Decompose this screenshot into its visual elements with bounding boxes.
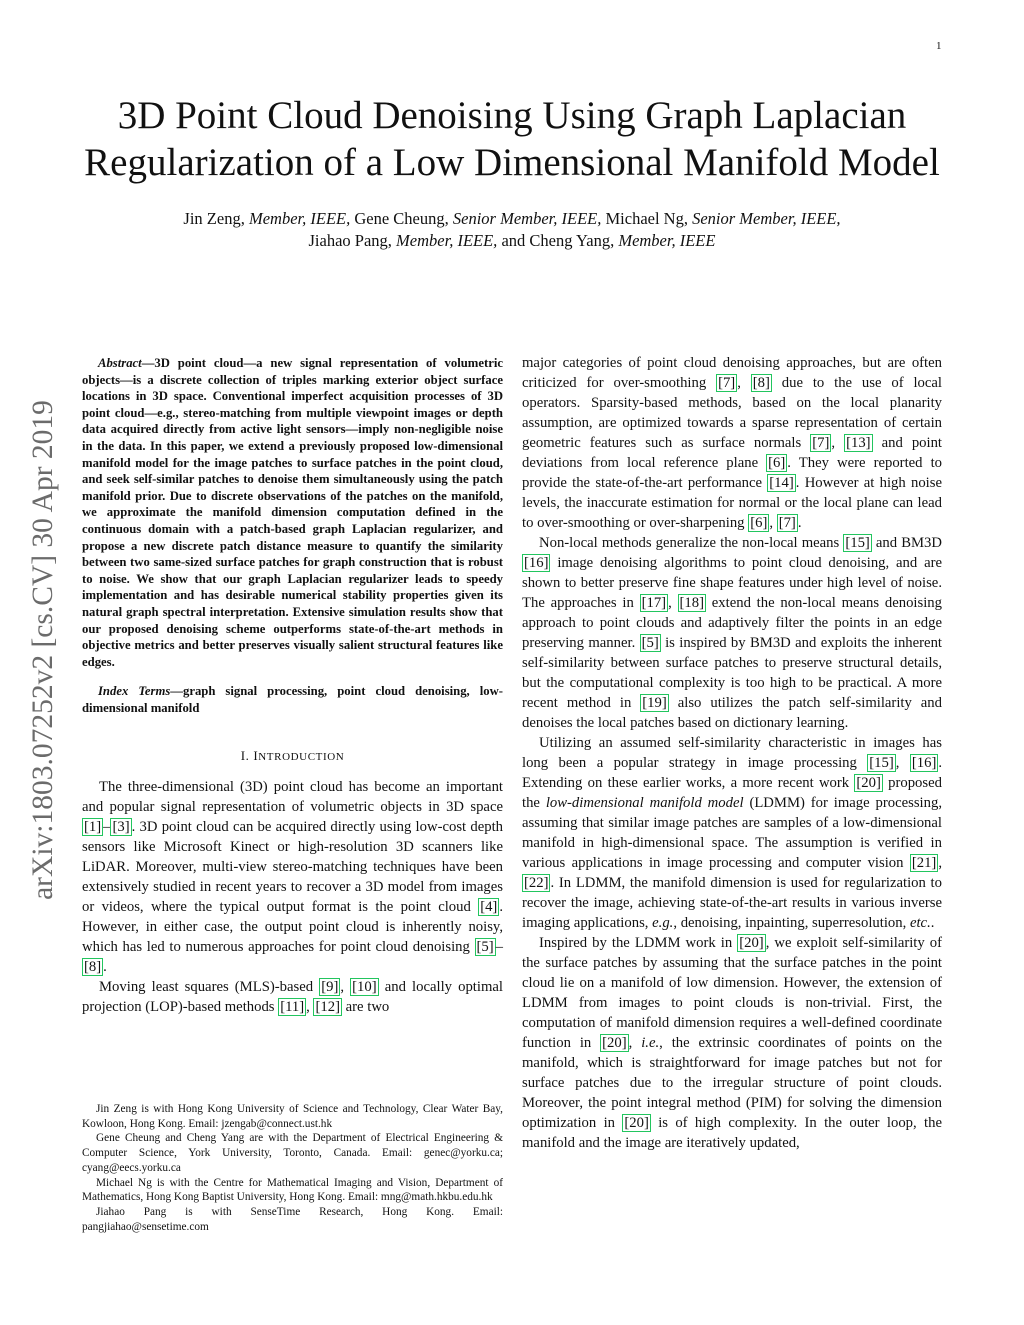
author-line-1 — [80, 208, 944, 230]
author-role: Member, IEEE, — [396, 231, 498, 250]
citation-link[interactable]: [1] — [84, 819, 102, 836]
author-role: Member, IEEE — [618, 231, 716, 250]
text-run: . However, in either case, the output point cloud is inherently noisy, which has led to numerous approaches for point cloud denoising — [82, 899, 503, 956]
text-run: due to the use of local operators. Sparsity-based methods, based on the local planarity assumption, are optimized towards a sparse representation of certain geometric features such as surface normals — [522, 375, 942, 451]
section-title-rest: NTRODUCTION — [258, 751, 345, 764]
author-role: Member, IEEE, — [248, 209, 351, 228]
text-run: , denoising, inpainting, superresolution, — [673, 915, 910, 931]
text-run: is of high complexity. In the outer loop, the manifold and the image are iteratively updated, — [522, 1115, 942, 1151]
section-heading — [82, 746, 503, 767]
footnote: Jiahao Pang is with SenseTime Research, Hong Kong. Email: pangjiahao@sensetime.com — [82, 1205, 503, 1233]
text-run: . — [797, 515, 802, 531]
footnote: Gene Cheung and Cheng Yang are with the Department of Electrical Engineering & Computer Science, York University, Toronto, Canada. Email: genec@yorku.ca; cyang@eecs.yorku.ca — [82, 1132, 503, 1174]
right-column — [522, 353, 942, 1153]
body-paragraph — [82, 777, 503, 977]
text-run: – — [495, 939, 503, 956]
abstract-label: Abstract — [98, 356, 142, 370]
footnote: Jin Zeng is with Hong Kong University of Science and Technology, Clear Water Bay, Kowloon, Hong Kong. Email: jzengab@connect.ust.hk — [82, 1103, 503, 1130]
text-run: and point deviations from local reference plane — [522, 435, 943, 471]
index-terms-text: —graph signal processing, point cloud denoising, low-dimensional manifold — [82, 684, 503, 715]
author-list — [80, 208, 944, 252]
abstract-text: —3D point cloud—a new signal representation of volumetric objects—is a discrete collection of triples marking exterior object surface locations in 3D space. Conventional imperfect acquisition processes of 3D point cloud—e.g., stereo-matching from multiple viewpoint images or depth data acquired directly from active light sensors—imply non-negligible noise in the data. In this paper, we extend a previously proposed low-dimensional manifold model for the image patches to surface patches in the point cloud, and seek self-similar patches to denoise them simultaneously using the patch manifold prior. Due to discrete observations of the patches on the manifold, we approximate the manifold dimension computation defined in the continuous domain with a patch-based graph Laplacian regularizer, and propose a new discrete patch distance measure to quantify the similarity between two same-sized surface patches for graph construction that is robust to noise. We show that our graph Laplacian regularizer leads to speedy implementation and has desirable numerical stability properties given its natural graph spectral interpretation. Extensive simulation results show that our proposed denoising scheme outperforms state-of-the-art methods in objective metrics and better preserves visually salient structural features like edges. — [82, 356, 503, 669]
citation-link[interactable]: [21] — [911, 855, 937, 871]
citation-link[interactable]: [7] — [778, 515, 796, 531]
body-paragraph — [522, 533, 942, 733]
author-role: Senior Member, IEEE, — [692, 209, 841, 228]
author-name: Jiahao Pang, — [308, 231, 397, 250]
citation-link[interactable]: [19] — [642, 695, 667, 711]
section-number: I. — [240, 748, 254, 764]
citation-link[interactable]: [4] — [480, 899, 498, 916]
text-run: and locally optimal projection (LOP)-based methods — [82, 979, 503, 1016]
citation-link[interactable]: [22] — [524, 875, 549, 891]
text-run: extend the non-local means denoising approach to point clouds and adaptively filter the points in an edge preserving manner. — [522, 595, 942, 651]
citation-link[interactable]: [20] — [602, 1035, 627, 1051]
text-run: . — [930, 915, 935, 931]
text-run: . — [103, 959, 107, 976]
text-run: i.e. — [641, 1035, 660, 1051]
citation-link[interactable]: [6] — [768, 455, 786, 471]
text-run: , — [938, 855, 942, 871]
text-run: , — [737, 375, 751, 391]
text-run: proposed the — [522, 775, 942, 811]
paper-title: 3D Point Cloud Denoising Using Graph Laplacian Regularization of a Low Dimensional Manifold Model — [84, 94, 940, 184]
text-run: , — [340, 979, 351, 996]
text-run: , — [769, 515, 777, 531]
text-run: , — [895, 755, 910, 771]
arxiv-identifier-text: arXiv:1803.07252v2 [cs.CV] 30 Apr 2019 — [27, 400, 59, 900]
page-number: 1 — [936, 40, 942, 52]
citation-link[interactable]: [20] — [856, 775, 881, 791]
index-terms-label: Index Terms — [98, 684, 171, 699]
text-run: is inspired by BM3D and exploits the inherent self-similarity between surface patches to preserve structural details, but the computational complexity is too high to be practical. A more recent method in — [522, 635, 942, 711]
citation-link[interactable]: [12] — [315, 999, 340, 1016]
text-run: Utilizing an assumed self-similarity characteristic in images has long been a popular strategy in image processing — [522, 735, 942, 771]
text-run: . They were reported to provide the state-of-the-art performance — [522, 455, 942, 491]
index-terms — [82, 683, 503, 716]
citation-link[interactable]: [20] — [739, 935, 764, 951]
citation-link[interactable]: [17] — [641, 595, 667, 611]
text-run: . Extending on these earlier works, a more recent work — [522, 755, 943, 791]
author-name: Michael Ng, — [601, 209, 693, 228]
citation-link[interactable]: [8] — [752, 375, 770, 391]
citation-link[interactable]: [3] — [112, 819, 130, 836]
body-paragraph — [522, 733, 942, 933]
author-name: and Cheng Yang, — [497, 231, 619, 250]
citation-link[interactable]: [8] — [84, 959, 102, 976]
text-run: – — [103, 819, 111, 836]
left-column — [82, 355, 503, 1017]
text-run: , — [831, 435, 845, 451]
citation-link[interactable]: [5] — [476, 939, 494, 956]
text-run: . In LDMM, the manifold dimension is used for regularization to recover the image, achieving state-of-the-art results in various inverse imaging applications, — [522, 875, 942, 931]
citation-link[interactable]: [14] — [769, 475, 794, 491]
author-name: Gene Cheung, — [350, 209, 453, 228]
text-run: major categories of point cloud denoising approaches, but are often criticized for over-smoothing — [522, 355, 942, 391]
text-run: Moving least squares (MLS)-based — [99, 979, 320, 996]
title-block — [80, 92, 944, 252]
right-column-body — [522, 353, 942, 1153]
citation-link[interactable]: [11] — [280, 999, 305, 1016]
introduction-body — [82, 777, 503, 1017]
citation-link[interactable]: [16] — [911, 755, 937, 771]
citation-link[interactable]: [10] — [352, 979, 377, 996]
text-run: etc. — [909, 915, 931, 931]
text-run: . 3D point cloud can be acquired directly using low-cost depth sensors like Microsoft Kinect or high-resolution 3D scanners like LiDAR. Moreover, multi-view stereo-matching techniques have been extensively studied in recent years to recover a 3D model from images or videos, where the typical output format is the point cloud — [82, 819, 503, 916]
citation-link[interactable]: [9] — [321, 979, 339, 996]
abstract — [82, 355, 503, 670]
citation-link[interactable]: [7] — [718, 375, 736, 391]
citation-link[interactable]: [20] — [624, 1115, 649, 1131]
text-run: , we exploit self-similarity of the surface patches by assuming that the surface patches in the point cloud lie on a manifold of low dimension. However, the extension of LDMM from images to point clouds is non-trivial. First, the computation of manifold dimension requires a well-defined coordinate function in — [522, 935, 942, 1051]
body-paragraph — [522, 353, 942, 533]
text-run: . However at high noise levels, the inaccurate estimation for normal or the local plane can lead to over-smoothing or over-sharpening — [522, 475, 942, 531]
author-line-2 — [80, 230, 944, 252]
section-title-initial: I — [253, 748, 259, 764]
text-run: and BM3D — [871, 535, 943, 551]
text-run: also utilizes the patch self-similarity and denoises the local patches based on dictionary learning. — [522, 695, 942, 731]
citation-link[interactable]: [7] — [812, 435, 830, 451]
text-run: low-dimensional manifold model — [545, 795, 744, 811]
body-paragraph — [522, 933, 942, 1153]
text-run: , — [306, 999, 314, 1016]
citation-link[interactable]: [13] — [846, 435, 871, 451]
citation-link[interactable]: [18] — [679, 595, 704, 611]
text-run: image denoising algorithms to point cloud denoising, and are shown to better preserve fine shape features under high level of noise. The approaches in — [522, 555, 942, 611]
author-role: Senior Member, IEEE, — [452, 209, 602, 228]
citation-link[interactable]: [5] — [641, 635, 659, 651]
text-run: The three-dimensional (3D) point cloud has become an important and popular signal representation of volumetric objects in 3D space — [82, 779, 503, 816]
text-run: are two — [341, 999, 390, 1016]
text-run: , — [668, 595, 678, 611]
author-affiliations — [82, 1102, 503, 1234]
citation-link[interactable]: [16] — [524, 555, 549, 571]
text-run: Non-local methods generalize the non-local means — [539, 535, 844, 551]
text-run: , — [628, 1035, 642, 1051]
text-run: (LDMM) for image processing, assuming that similar image patches are samples of a low-dimensional manifold in high-dimensional space. The assumption is verified in various applications in image processing and computer vision — [522, 795, 942, 871]
text-run: , the extrinsic coordinates of points on the manifold, which is straightforward for image patches but not for surface patches due to the irregular structure of point clouds. Moreover, the point integral method (PIM) for solving the dimension optimization in — [522, 1035, 942, 1131]
author-name: Jin Zeng, — [183, 209, 249, 228]
citation-link[interactable]: [15] — [845, 535, 870, 551]
text-run: Inspired by the LDMM work in — [539, 935, 738, 951]
arxiv-identifier — [22, 350, 64, 950]
text-run: e.g. — [652, 915, 674, 931]
footnote: Michael Ng is with the Centre for Mathematical Imaging and Vision, Department of Mathematics, Hong Kong Baptist University, Hong Kong. Email: mng@math.hkbu.edu.hk — [82, 1176, 503, 1204]
citation-link[interactable]: [15] — [869, 755, 894, 771]
body-paragraph — [82, 977, 503, 1017]
citation-link[interactable]: [6] — [750, 515, 768, 531]
